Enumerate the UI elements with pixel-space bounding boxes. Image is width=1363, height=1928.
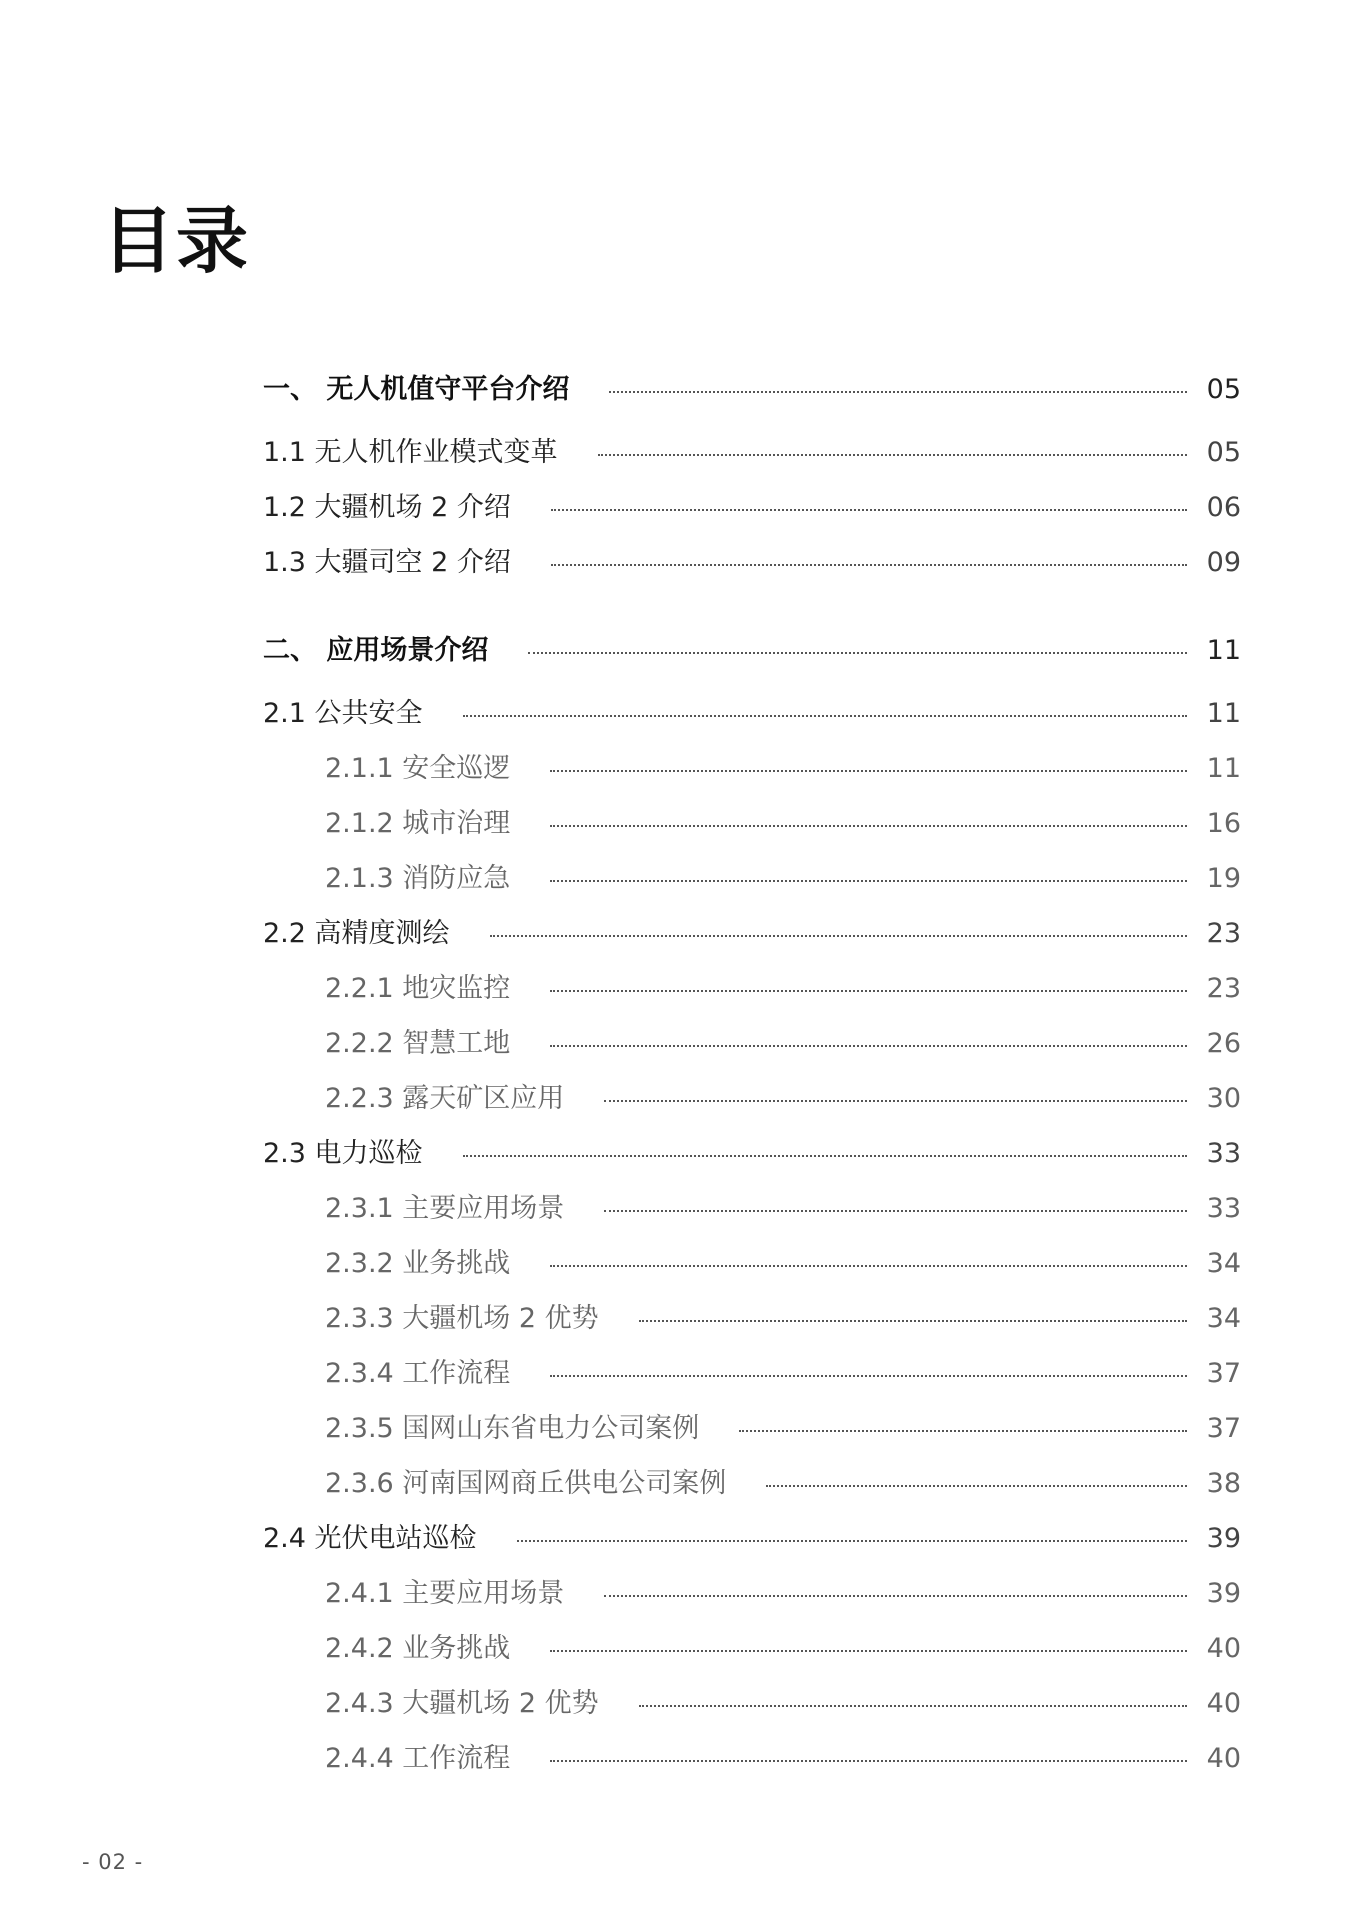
- toc-entry[interactable]: [263, 1024, 1241, 1064]
- toc-entry[interactable]: [263, 859, 1241, 899]
- toc-entry[interactable]: [263, 433, 1241, 473]
- toc-entry-label: 1.1 无人机作业模式变革: [263, 437, 558, 468]
- toc-entry-page: 11: [1206, 698, 1241, 729]
- toc-entry-page: 05: [1206, 374, 1241, 405]
- toc-entry-label: 2.3.2 业务挑战: [325, 1248, 511, 1279]
- toc-entry[interactable]: [263, 1189, 1241, 1229]
- toc-entry-label: 2.4 光伏电站巡检: [263, 1523, 477, 1554]
- toc-entry-page: 33: [1206, 1138, 1241, 1169]
- toc-leader-dots: [639, 1320, 1187, 1322]
- toc-entry[interactable]: [263, 1739, 1241, 1779]
- toc-leader-dots: [550, 990, 1187, 992]
- toc-entry[interactable]: [263, 370, 1241, 410]
- toc-entry[interactable]: [263, 1519, 1241, 1559]
- toc-leader-dots: [463, 715, 1187, 717]
- toc-leader-dots: [550, 1265, 1187, 1267]
- toc-entry[interactable]: [263, 1574, 1241, 1614]
- toc-entry-label: 2.1.1 安全巡逻: [325, 753, 511, 784]
- toc-entry-page: 26: [1206, 1028, 1241, 1059]
- toc-entry-page: 37: [1206, 1413, 1241, 1444]
- toc-entry-label: 2.2 高精度测绘: [263, 918, 450, 949]
- toc-leader-dots: [604, 1595, 1187, 1597]
- toc-entry[interactable]: [263, 969, 1241, 1009]
- toc-entry-page: 11: [1206, 753, 1241, 784]
- toc-leader-dots: [551, 564, 1187, 566]
- toc-entry-label: 2.3.6 河南国网商丘供电公司案例: [325, 1468, 727, 1499]
- toc-leader-dots: [550, 1650, 1187, 1652]
- toc-entry-label: 2.4.4 工作流程: [325, 1743, 511, 1774]
- toc-entry-page: 33: [1206, 1193, 1241, 1224]
- toc-entry[interactable]: [263, 631, 1241, 671]
- toc-entry-page: 23: [1206, 918, 1241, 949]
- toc-entry-page: 39: [1206, 1523, 1241, 1554]
- toc-leader-dots: [528, 652, 1187, 654]
- toc-entry-page: 06: [1206, 492, 1241, 523]
- toc-leader-dots: [604, 1100, 1187, 1102]
- toc-entry[interactable]: [263, 749, 1241, 789]
- toc-entry-label: 1.2 大疆机场 2 介绍: [263, 492, 511, 523]
- toc-leader-dots: [550, 825, 1187, 827]
- toc-entry-label: 2.1.2 城市治理: [325, 808, 511, 839]
- toc-entry-label: 2.4.3 大疆机场 2 优势: [325, 1688, 599, 1719]
- toc-entry-page: 09: [1206, 547, 1241, 578]
- toc-leader-dots: [609, 391, 1187, 393]
- toc-leader-dots: [550, 1760, 1187, 1762]
- toc-entry-label: 2.3.5 国网山东省电力公司案例: [325, 1413, 700, 1444]
- toc-entry[interactable]: [263, 1134, 1241, 1174]
- toc-entry[interactable]: [263, 1244, 1241, 1284]
- toc-entry[interactable]: [263, 488, 1241, 528]
- toc-entry[interactable]: [263, 1079, 1241, 1119]
- toc-leader-dots: [550, 880, 1187, 882]
- toc-entry[interactable]: [263, 1464, 1241, 1504]
- toc-entry-page: 34: [1206, 1248, 1241, 1279]
- toc-entry-label: 2.4.2 业务挑战: [325, 1633, 511, 1664]
- toc-entry[interactable]: [263, 1299, 1241, 1339]
- page-number: - 02 -: [82, 1850, 144, 1874]
- toc-leader-dots: [490, 935, 1187, 937]
- toc-entry-label: 2.3.4 工作流程: [325, 1358, 511, 1389]
- toc-entry-label: 2.2.2 智慧工地: [325, 1028, 511, 1059]
- toc-entry[interactable]: [263, 543, 1241, 583]
- toc-entry-label: 2.3.3 大疆机场 2 优势: [325, 1303, 599, 1334]
- toc-leader-dots: [463, 1155, 1187, 1157]
- toc-entry-page: 23: [1206, 973, 1241, 1004]
- toc-entry[interactable]: [263, 804, 1241, 844]
- toc-entry-page: 40: [1206, 1743, 1241, 1774]
- toc-leader-dots: [550, 1045, 1187, 1047]
- toc-leader-dots: [604, 1210, 1187, 1212]
- toc-entry-page: 40: [1206, 1688, 1241, 1719]
- toc-entry-label: 2.2.1 地灾监控: [325, 973, 511, 1004]
- toc-entry[interactable]: [263, 1409, 1241, 1449]
- toc-entry-page: 37: [1206, 1358, 1241, 1389]
- toc-leader-dots: [766, 1485, 1187, 1487]
- toc-leader-dots: [739, 1430, 1187, 1432]
- toc-entry[interactable]: [263, 694, 1241, 734]
- toc-entry-label: 2.2.3 露天矿区应用: [325, 1083, 565, 1114]
- toc-leader-dots: [551, 509, 1187, 511]
- toc-entry-page: 16: [1206, 808, 1241, 839]
- toc-entry-page: 30: [1206, 1083, 1241, 1114]
- toc-leader-dots: [598, 454, 1187, 456]
- toc-entry-label: 2.1.3 消防应急: [325, 863, 511, 894]
- toc-entry[interactable]: [263, 1684, 1241, 1724]
- toc-entry-label: 1.3 大疆司空 2 介绍: [263, 547, 511, 578]
- toc-entry-label: 二、 应用场景介绍: [263, 635, 489, 666]
- toc-entry-label: 2.3 电力巡检: [263, 1138, 423, 1169]
- toc-leader-dots: [517, 1540, 1187, 1542]
- toc-entry-label: 2.3.1 主要应用场景: [325, 1193, 565, 1224]
- toc-entry-label: 2.1 公共安全: [263, 698, 423, 729]
- toc-entry[interactable]: [263, 1629, 1241, 1669]
- toc-entry[interactable]: [263, 1354, 1241, 1394]
- toc-entry-label: 一、 无人机值守平台介绍: [263, 374, 570, 405]
- toc-leader-dots: [550, 1375, 1187, 1377]
- toc-entry-page: 38: [1206, 1468, 1241, 1499]
- toc-entry-page: 39: [1206, 1578, 1241, 1609]
- toc-leader-dots: [639, 1705, 1187, 1707]
- toc-entry-page: 34: [1206, 1303, 1241, 1334]
- toc-entry-label: 2.4.1 主要应用场景: [325, 1578, 565, 1609]
- toc-entry-page: 19: [1206, 863, 1241, 894]
- toc-entry[interactable]: [263, 914, 1241, 954]
- page-title: 目录: [102, 199, 251, 283]
- toc-leader-dots: [550, 770, 1187, 772]
- toc-entry-page: 11: [1206, 635, 1241, 666]
- toc-entry-page: 40: [1206, 1633, 1241, 1664]
- toc-entry-page: 05: [1206, 437, 1241, 468]
